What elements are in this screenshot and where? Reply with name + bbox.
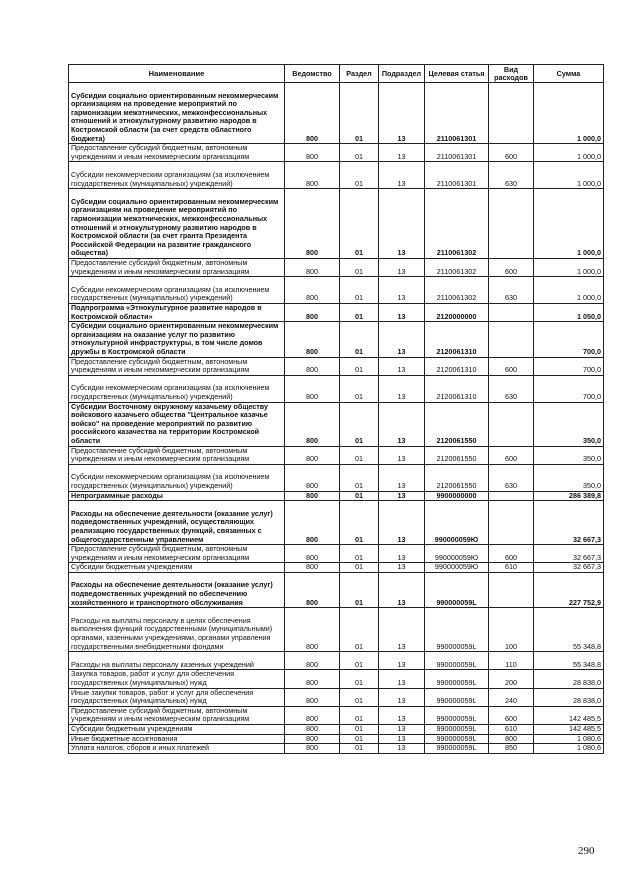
cell-vedomstvo: 800 [285,652,340,670]
cell-podrazdel: 13 [379,706,425,724]
cell-vid-rashodov: 630 [489,464,534,491]
cell-podrazdel: 13 [379,189,425,259]
cell-name: Субсидии социально ориентированным некоммерческим организациям на проведение мероприятий по гармонизации межэтнических, межконфессиональных отношений и этнокультурному развитию народов в Костромской области (за счет гранта Президента Российской Федерации на развитие гражданского общества) [69,189,285,259]
cell-podrazdel: 13 [379,277,425,304]
cell-celevaya-statya: 990000059L [425,670,489,688]
cell-razdel: 01 [340,545,379,563]
cell-vid-rashodov: 100 [489,608,534,652]
cell-name: Расходы на обеспечение деятельности (оказание услуг) подведомственных учреждений по обеспечению хозяйственного и транспортного обслуживания [69,572,285,607]
cell-razdel: 01 [340,563,379,573]
cell-podrazdel: 13 [379,734,425,744]
cell-celevaya-statya: 2110061302 [425,189,489,259]
cell-name: Субсидии некоммерческим организациям (за исключением государственных (муниципальных) учреждений) [69,464,285,491]
cell-razdel: 01 [340,744,379,754]
cell-podrazdel: 13 [379,144,425,162]
cell-summa: 1 000,0 [534,162,604,189]
cell-podrazdel: 13 [379,545,425,563]
cell-vedomstvo: 800 [285,734,340,744]
cell-celevaya-statya: 2120061550 [425,464,489,491]
cell-razdel: 01 [340,501,379,545]
cell-name: Непрограммные расходы [69,491,285,501]
cell-vid-rashodov: 600 [489,357,534,375]
cell-vid-rashodov: 600 [489,144,534,162]
cell-vedomstvo: 800 [285,83,340,144]
cell-razdel: 01 [340,734,379,744]
table-row [69,734,604,744]
cell-summa: 1 000,0 [534,144,604,162]
cell-summa: 350,0 [534,402,604,446]
table-row [69,83,604,144]
col-header-celevaya-statya: Целевая статья [425,65,489,83]
cell-summa: 1 000,0 [534,277,604,304]
cell-vid-rashodov: 630 [489,375,534,402]
cell-vid-rashodov: 630 [489,162,534,189]
cell-razdel: 01 [340,258,379,276]
cell-name: Предоставление субсидий бюджетным, автономным учреждениям и иным некоммерческим организациям [69,258,285,276]
cell-summa: 1 000,0 [534,83,604,144]
cell-vedomstvo: 800 [285,303,340,321]
cell-razdel: 01 [340,375,379,402]
cell-vid-rashodov [489,501,534,545]
table-row [69,670,604,688]
cell-razdel: 01 [340,402,379,446]
cell-summa: 142 485,5 [534,725,604,735]
cell-vid-rashodov: 200 [489,670,534,688]
cell-celevaya-statya: 990000059L [425,572,489,607]
cell-name: Подпрограмма «Этнокультурное развитие народов в Костромской области» [69,303,285,321]
table-row [69,162,604,189]
table-row [69,563,604,573]
cell-vedomstvo: 800 [285,725,340,735]
col-header-razdel: Раздел [340,65,379,83]
cell-celevaya-statya: 990000059Ю [425,563,489,573]
col-header-summa: Сумма [534,65,604,83]
cell-razdel: 01 [340,688,379,706]
cell-podrazdel: 13 [379,375,425,402]
cell-razdel: 01 [340,303,379,321]
cell-summa: 286 389,8 [534,491,604,501]
cell-podrazdel: 13 [379,491,425,501]
col-header-vedomstvo: Ведомство [285,65,340,83]
cell-name: Уплата налогов, сборов и иных платежей [69,744,285,754]
budget-table [68,64,604,754]
cell-celevaya-statya: 2120000000 [425,303,489,321]
cell-razdel: 01 [340,189,379,259]
table-row [69,725,604,735]
cell-summa: 32 667,3 [534,545,604,563]
table-row [69,501,604,545]
cell-name: Расходы на обеспечение деятельности (оказание услуг) подведомственных учреждений, осуществляющих реализацию государственных функций, связанных с общегосударственным управлением [69,501,285,545]
table-row [69,688,604,706]
table-row [69,357,604,375]
table-row [69,144,604,162]
cell-celevaya-statya: 2120061550 [425,402,489,446]
page-number: 290 [578,845,595,857]
cell-celevaya-statya: 2110061302 [425,258,489,276]
cell-vedomstvo: 800 [285,357,340,375]
cell-vid-rashodov [489,402,534,446]
cell-summa: 1 080,6 [534,734,604,744]
table-row [69,464,604,491]
table-row [69,258,604,276]
table-row [69,446,604,464]
cell-name: Субсидии некоммерческим организациям (за исключением государственных (муниципальных) учреждений) [69,162,285,189]
table-row [69,572,604,607]
cell-razdel: 01 [340,446,379,464]
cell-summa: 350,0 [534,464,604,491]
cell-vedomstvo: 800 [285,670,340,688]
cell-razdel: 01 [340,277,379,304]
cell-podrazdel: 13 [379,725,425,735]
cell-vid-rashodov [489,189,534,259]
table-body [69,83,604,754]
cell-name: Субсидии социально ориентированным некоммерческим организациям на проведение мероприятий по гармонизации межэтнических, межконфессиональных отношений и этнокультурному развитию народов в Костромской области (за счет средств областного бюджета) [69,83,285,144]
cell-podrazdel: 13 [379,670,425,688]
cell-razdel: 01 [340,491,379,501]
cell-summa: 227 752,9 [534,572,604,607]
cell-summa: 55 348,8 [534,608,604,652]
cell-celevaya-statya: 990000059L [425,652,489,670]
cell-vedomstvo: 800 [285,491,340,501]
cell-podrazdel: 13 [379,162,425,189]
col-header-podrazdel: Подраздел [379,65,425,83]
cell-name: Субсидии бюджетным учреждениям [69,725,285,735]
cell-summa: 28 838,0 [534,670,604,688]
cell-name: Расходы на выплаты персоналу в целях обеспечения выполнения функций государственными (муниципальными) органами, казенными учреждениями, органами управления государственными внебюджетными фондами [69,608,285,652]
cell-vedomstvo: 800 [285,189,340,259]
cell-name: Субсидии некоммерческим организациям (за исключением государственных (муниципальных) учреждений) [69,277,285,304]
cell-vid-rashodov [489,491,534,501]
table-row [69,277,604,304]
cell-podrazdel: 13 [379,744,425,754]
cell-podrazdel: 13 [379,322,425,357]
cell-vedomstvo: 800 [285,545,340,563]
cell-vedomstvo: 800 [285,688,340,706]
cell-name: Расходы на выплаты персоналу казенных учреждений [69,652,285,670]
cell-vedomstvo: 800 [285,706,340,724]
cell-vid-rashodov: 610 [489,563,534,573]
cell-podrazdel: 13 [379,258,425,276]
table-row [69,491,604,501]
cell-summa: 142 485,5 [534,706,604,724]
cell-name: Предоставление субсидий бюджетным, автономным учреждениям и иным некоммерческим организациям [69,357,285,375]
cell-razdel: 01 [340,162,379,189]
table-row [69,608,604,652]
budget-table-page [68,64,603,754]
cell-podrazdel: 13 [379,652,425,670]
cell-celevaya-statya: 990000059L [425,706,489,724]
table-row [69,375,604,402]
cell-vid-rashodov: 610 [489,725,534,735]
cell-vid-rashodov: 800 [489,734,534,744]
table-row [69,402,604,446]
cell-celevaya-statya: 2110061301 [425,144,489,162]
cell-podrazdel: 13 [379,563,425,573]
cell-vedomstvo: 800 [285,402,340,446]
cell-vid-rashodov: 600 [489,706,534,724]
table-row [69,652,604,670]
cell-vedomstvo: 800 [285,277,340,304]
cell-celevaya-statya: 990000059L [425,734,489,744]
cell-vedomstvo: 800 [285,446,340,464]
cell-razdel: 01 [340,608,379,652]
table-row [69,303,604,321]
col-header-name: Наименование [69,65,285,83]
cell-vid-rashodov: 240 [489,688,534,706]
cell-vid-rashodov: 850 [489,744,534,754]
cell-name: Закупка товаров, работ и услуг для обеспечения государственных (муниципальных) нужд [69,670,285,688]
cell-name: Предоставление субсидий бюджетным, автономным учреждениям и иным некоммерческим организациям [69,545,285,563]
table-header-row [69,65,604,83]
cell-name: Иные бюджетные ассигнования [69,734,285,744]
table-row [69,545,604,563]
cell-vedomstvo: 800 [285,258,340,276]
cell-vedomstvo: 800 [285,608,340,652]
table-row [69,322,604,357]
cell-vid-rashodov [489,322,534,357]
cell-vedomstvo: 800 [285,572,340,607]
cell-vedomstvo: 800 [285,501,340,545]
cell-summa: 350,0 [534,446,604,464]
cell-summa: 700,0 [534,375,604,402]
cell-razdel: 01 [340,572,379,607]
cell-name: Предоставление субсидий бюджетным, автономным учреждениям и иным некоммерческим организациям [69,706,285,724]
cell-celevaya-statya: 2110061301 [425,83,489,144]
cell-name: Субсидии бюджетным учреждениям [69,563,285,573]
cell-name: Субсидии социально ориентированным некоммерческим организациям на оказание услуг по развитию этнокультурной инфраструктуры, в том числе домов дружбы в Костромской области [69,322,285,357]
cell-celevaya-statya: 2120061550 [425,446,489,464]
cell-celevaya-statya: 2120061310 [425,322,489,357]
cell-podrazdel: 13 [379,501,425,545]
cell-celevaya-statya: 2110061301 [425,162,489,189]
cell-celevaya-statya: 2120061310 [425,375,489,402]
cell-name: Предоставление субсидий бюджетным, автономным учреждениям и иным некоммерческим организациям [69,144,285,162]
cell-razdel: 01 [340,144,379,162]
cell-vedomstvo: 800 [285,464,340,491]
cell-razdel: 01 [340,357,379,375]
cell-vid-rashodov [489,572,534,607]
table-row [69,744,604,754]
cell-razdel: 01 [340,670,379,688]
cell-podrazdel: 13 [379,83,425,144]
cell-razdel: 01 [340,725,379,735]
table-row [69,189,604,259]
cell-podrazdel: 13 [379,464,425,491]
cell-razdel: 01 [340,706,379,724]
cell-vedomstvo: 800 [285,144,340,162]
cell-vid-rashodov: 630 [489,277,534,304]
table-row [69,706,604,724]
cell-podrazdel: 13 [379,357,425,375]
cell-summa: 1 000,0 [534,189,604,259]
cell-vid-rashodov [489,303,534,321]
cell-celevaya-statya: 990000059L [425,744,489,754]
cell-summa: 28 838,0 [534,688,604,706]
cell-vedomstvo: 800 [285,375,340,402]
cell-name: Субсидии Восточному окружному казачьему обществу войскового казачьего общества "Центральное казачье войско" на проведение мероприятий по развитию российского казачества на территории Костромской области [69,402,285,446]
cell-razdel: 01 [340,652,379,670]
cell-summa: 55 348,8 [534,652,604,670]
cell-vedomstvo: 800 [285,744,340,754]
cell-summa: 32 667,3 [534,563,604,573]
cell-name: Иные закупки товаров, работ и услуг для обеспечения государственных (муниципальных) нужд [69,688,285,706]
cell-summa: 1 080,6 [534,744,604,754]
cell-celevaya-statya: 990000059L [425,725,489,735]
cell-summa: 1 050,0 [534,303,604,321]
cell-podrazdel: 13 [379,688,425,706]
cell-name: Предоставление субсидий бюджетным, автономным учреждениям и иным некоммерческим организациям [69,446,285,464]
cell-summa: 700,0 [534,357,604,375]
col-header-vid-rashodov: Вид расходов [489,65,534,83]
cell-vid-rashodov: 600 [489,545,534,563]
cell-celevaya-statya: 9900000000 [425,491,489,501]
cell-name: Субсидии некоммерческим организациям (за исключением государственных (муниципальных) учреждений) [69,375,285,402]
cell-summa: 700,0 [534,322,604,357]
cell-vedomstvo: 800 [285,322,340,357]
cell-vedomstvo: 800 [285,162,340,189]
cell-vid-rashodov [489,83,534,144]
cell-razdel: 01 [340,83,379,144]
cell-summa: 1 000,0 [534,258,604,276]
cell-vid-rashodov: 110 [489,652,534,670]
cell-razdel: 01 [340,322,379,357]
cell-podrazdel: 13 [379,402,425,446]
cell-celevaya-statya: 990000059Ю [425,545,489,563]
cell-podrazdel: 13 [379,303,425,321]
cell-podrazdel: 13 [379,608,425,652]
cell-razdel: 01 [340,464,379,491]
cell-podrazdel: 13 [379,572,425,607]
cell-vedomstvo: 800 [285,563,340,573]
cell-vid-rashodov: 600 [489,258,534,276]
cell-celevaya-statya: 990000059Ю [425,501,489,545]
cell-vid-rashodov: 600 [489,446,534,464]
cell-summa: 32 667,3 [534,501,604,545]
cell-celevaya-statya: 2120061310 [425,357,489,375]
cell-podrazdel: 13 [379,446,425,464]
cell-celevaya-statya: 990000059L [425,688,489,706]
cell-celevaya-statya: 2110061302 [425,277,489,304]
cell-celevaya-statya: 990000059L [425,608,489,652]
